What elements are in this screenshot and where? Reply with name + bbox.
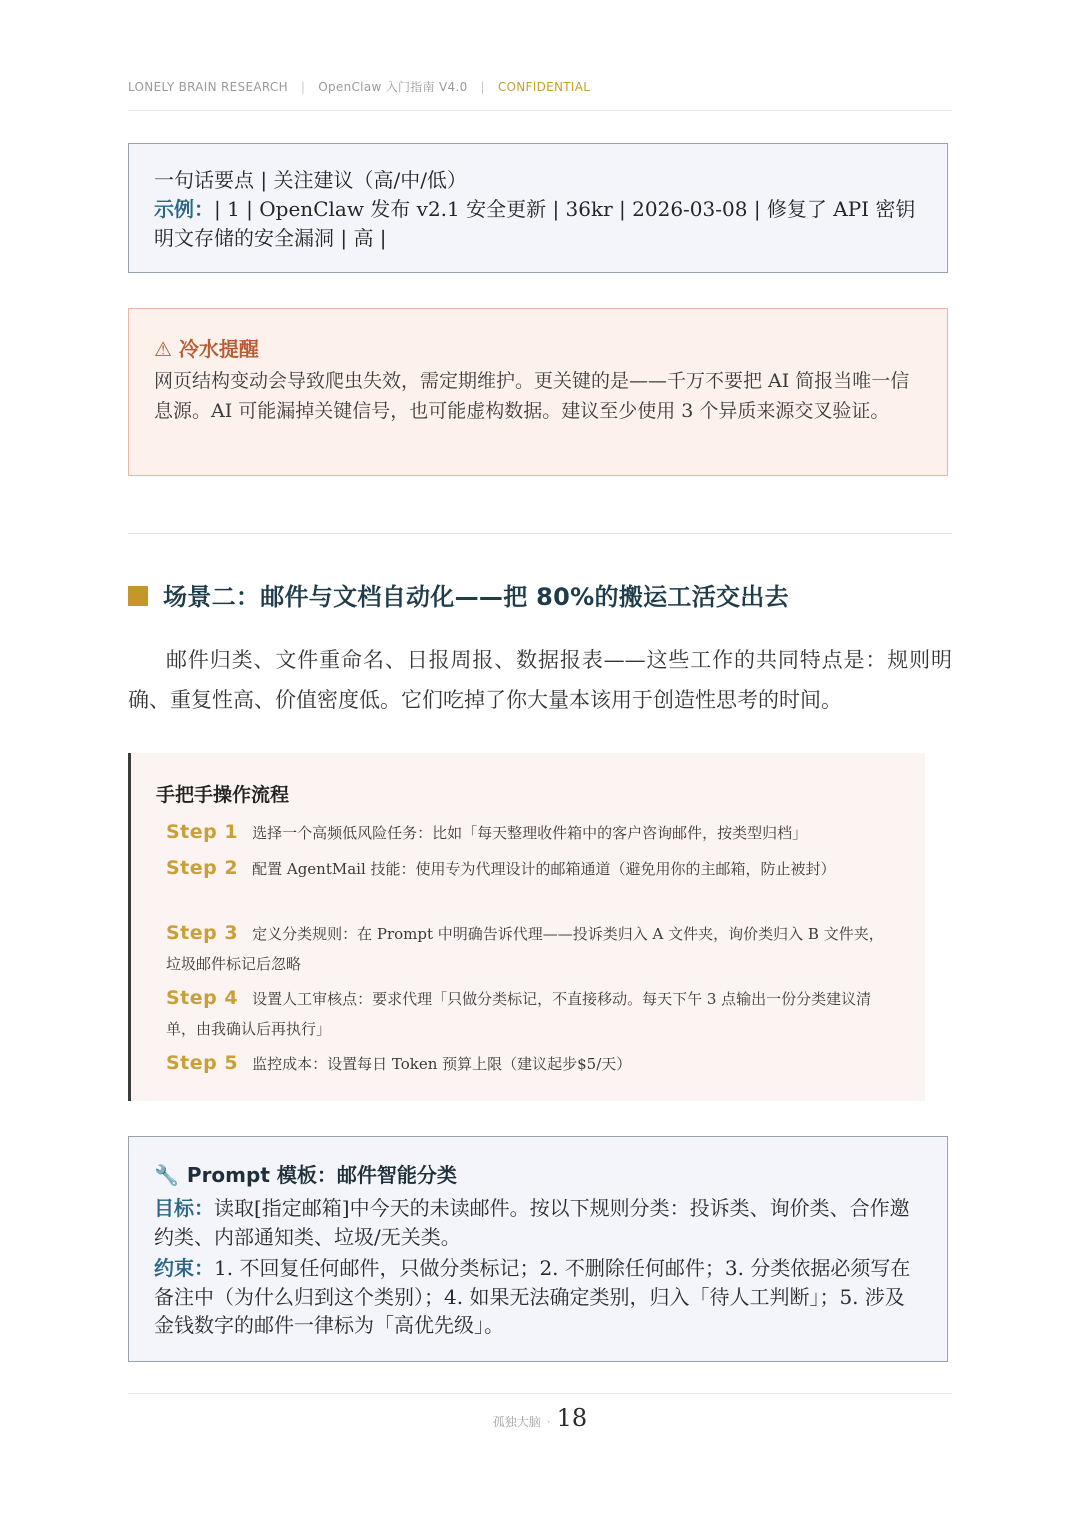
example-content	[154, 195, 922, 253]
prompt-constraint-text: 1. 不回复任何邮件，只做分类标记；2. 不删除任何邮件；3. 分类依据必须写在备注中（为什么归到这个类别）；4. 如果无法确定类别，归入「待人工判断」；5. 涉及金钱数字的邮件一律标为「高优先级」。	[154, 1256, 911, 1337]
prompt-goal-label: 目标：	[154, 1196, 214, 1220]
footer-brand: 孤独大脑	[492, 1415, 541, 1429]
section-marker-icon	[128, 586, 148, 606]
step-text: 设置人工审核点：要求代理「只做分类标记，不直接移动。每天下午 3 点输出一份分类建议清单，由我确认后再执行」	[166, 990, 872, 1038]
header-divider	[128, 110, 952, 111]
prompt-goal	[154, 1194, 922, 1251]
step-text: 定义分类规则：在 Prompt 中明确告诉代理——投诉类归入 A 文件夹，询价类归入 B 文件夹，垃圾邮件标记后忽略	[166, 925, 884, 973]
step-number: Step 1	[166, 821, 239, 843]
prompt-goal-text: 读取[指定邮箱]中今天的未读邮件。按以下规则分类：投诉类、询价类、合作邀约类、内部通知类、垃圾/无关类。	[154, 1196, 910, 1249]
step-text: 配置 AgentMail 技能：使用专为代理设计的邮箱通道（避免用你的主邮箱，防止被封）	[252, 860, 836, 878]
step-number: Step 2	[166, 857, 239, 879]
footer-dot: ·	[546, 1415, 551, 1429]
prompt-constraint-label: 约束：	[154, 1256, 214, 1280]
prompt-constraints	[154, 1254, 922, 1340]
example-text: | 1 | OpenClaw 发布 v2.1 安全更新 | 36kr | 2026-03-08 | 修复了 API 密钥明文存储的安全漏洞 | 高 |	[154, 197, 916, 250]
warning-text: 网页结构变动会导致爬虫失效，需定期维护。更关键的是——千万不要把 AI 简报当唯一信息源。AI 可能漏掉关键信号，也可能虚构数据。建议至少使用 3 个异质来源交叉验证。	[154, 370, 910, 422]
step-number: Step 3	[166, 922, 239, 944]
footer-divider	[128, 1393, 952, 1394]
header-org: LONELY BRAIN RESEARCH	[128, 80, 288, 94]
header-doc-title: OpenClaw 入门指南 V4.0	[318, 80, 468, 94]
step-number: Step 5	[166, 1052, 239, 1074]
prompt-title: Prompt 模板：邮件智能分类	[186, 1163, 457, 1187]
section-heading	[128, 577, 968, 612]
header-separator: |	[300, 80, 306, 94]
step-item	[166, 817, 898, 848]
example-line: 一句话要点 | 关注建议（高/中/低）	[154, 168, 467, 192]
section-divider	[128, 533, 952, 534]
step-item	[166, 983, 898, 1044]
step-item	[166, 1048, 898, 1079]
step-item	[166, 853, 898, 884]
step-item	[166, 918, 898, 979]
example-box	[128, 143, 948, 273]
prompt-heading	[154, 1159, 922, 1188]
step-number: Step 4	[166, 987, 239, 1009]
section-title: 场景二：邮件与文档自动化——把 80%的搬运工活交出去	[163, 583, 789, 611]
warning-title: 冷水提醒	[178, 337, 259, 361]
wrench-icon: 🔧	[154, 1163, 179, 1187]
section-intro: 邮件归类、文件重命名、日报周报、数据报表——这些工作的共同特点是：规则明确、重复性高、价值密度低。它们吃掉了你大量本该用于创造性思考的时间。	[128, 648, 952, 712]
warning-icon: ⚠	[154, 337, 172, 361]
step-text: 监控成本：设置每日 Token 预算上限（建议起步$5/天）	[252, 1055, 632, 1073]
page-header	[128, 78, 952, 95]
warning-heading	[154, 333, 922, 362]
steps-panel	[128, 753, 925, 1101]
prompt-template-box	[128, 1136, 948, 1362]
header-confidential: CONFIDENTIAL	[497, 80, 591, 94]
page-footer	[0, 1404, 1080, 1432]
header-separator: |	[480, 80, 485, 94]
page-number: 18	[556, 1404, 588, 1432]
warning-callout	[128, 308, 948, 476]
steps-title: 手把手操作流程	[156, 784, 290, 806]
example-label: 示例：	[154, 197, 214, 221]
step-text: 选择一个高频低风险任务：比如「每天整理收件箱中的客户咨询邮件，按类型归档」	[252, 824, 808, 842]
